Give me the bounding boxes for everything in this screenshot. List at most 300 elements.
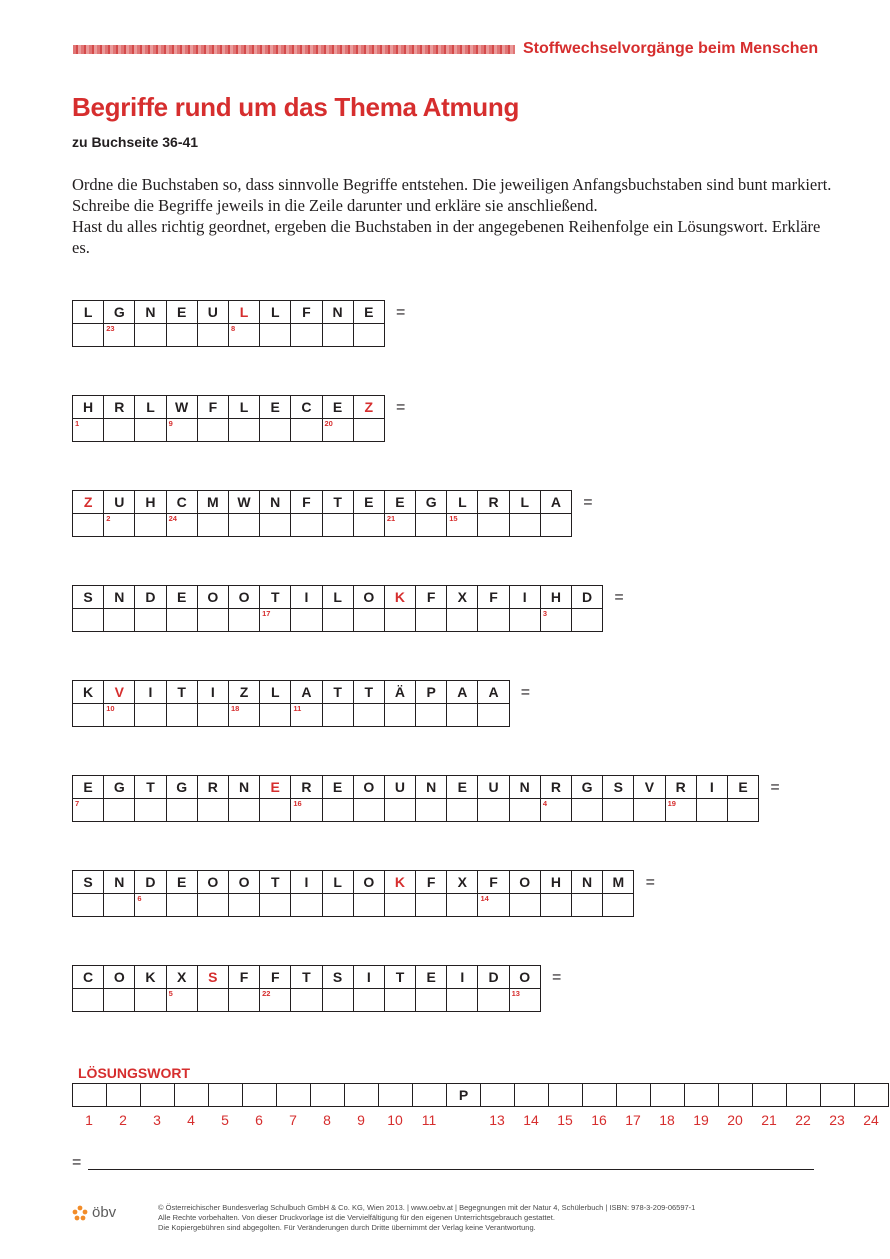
scrambled-letter: L [260, 301, 291, 324]
scrambled-letter: O [353, 776, 384, 799]
answer-cell[interactable] [665, 799, 696, 822]
scrambled-letter: R [478, 491, 509, 514]
answer-cell[interactable] [384, 514, 415, 537]
solution-cell[interactable] [141, 1084, 175, 1107]
solution-index: 6 [137, 894, 142, 903]
scrambled-letter: T [260, 586, 291, 609]
scrambled-letter: R [104, 396, 135, 419]
answer-cell[interactable] [416, 894, 447, 917]
footer-line: © Österreichischer Bundesverlag Schulbuch GmbH & Co. KG, Wien 2013. | www.oebv.at | Begegnungen mit der Natur 4, Schülerbuch | ISBN: 978-3-209-06597-1 [158, 1203, 696, 1212]
answer-cell[interactable] [135, 704, 166, 727]
answer-cell[interactable] [260, 514, 291, 537]
solution-cell[interactable] [243, 1084, 277, 1107]
solution-index: 3 [542, 609, 547, 618]
scrambled-letter: U [104, 491, 135, 514]
scrambled-letter: S [603, 776, 634, 799]
answer-cell[interactable] [135, 609, 166, 632]
scrambled-letter: M [603, 871, 634, 894]
puzzle-6 [72, 775, 780, 822]
instructions [72, 174, 832, 258]
given-letter: P [447, 1084, 481, 1107]
scrambled-letter: T [291, 966, 322, 989]
scrambled-letter: D [135, 586, 166, 609]
scrambled-letter: E [353, 491, 384, 514]
scrambled-letter: C [166, 491, 197, 514]
solution-cell[interactable] [379, 1084, 413, 1107]
answer-cell[interactable] [135, 419, 166, 442]
answer-cell[interactable] [291, 419, 322, 442]
scrambled-letter: E [166, 586, 197, 609]
solution-number: 8 [323, 1112, 331, 1128]
loesungswort-title: LÖSUNGSWORT [78, 1065, 190, 1081]
answer-cell[interactable] [197, 609, 228, 632]
solution-index: 1 [75, 419, 80, 428]
solution-index: 19 [667, 799, 676, 808]
answer-cell[interactable] [135, 514, 166, 537]
scrambled-letter: O [104, 966, 135, 989]
scrambled-letter: N [228, 776, 259, 799]
answer-cell[interactable] [353, 514, 384, 537]
solution-cell[interactable] [311, 1084, 345, 1107]
solution-index: 16 [293, 799, 302, 808]
answer-cell[interactable] [478, 609, 509, 632]
solution-number: 19 [693, 1112, 709, 1128]
puzzle-grid [72, 775, 759, 822]
puzzle-grid [72, 300, 385, 347]
scrambled-letter: T [384, 966, 415, 989]
scrambled-letter: E [384, 491, 415, 514]
answer-cell[interactable] [603, 799, 634, 822]
scrambled-letter: O [353, 871, 384, 894]
answer-cell[interactable] [228, 894, 259, 917]
solution-number: 21 [761, 1112, 777, 1128]
answer-cell[interactable] [322, 799, 353, 822]
solution-index: 11 [293, 704, 302, 713]
answer-cell[interactable] [228, 419, 259, 442]
scrambled-letter: T [260, 871, 291, 894]
answer-cell[interactable] [540, 609, 571, 632]
scrambled-letter: U [478, 776, 509, 799]
solution-cell[interactable] [753, 1084, 787, 1107]
answer-cell[interactable] [135, 894, 166, 917]
solution-cell[interactable] [787, 1084, 821, 1107]
answer-cell[interactable] [166, 514, 197, 537]
scrambled-letter: X [447, 586, 478, 609]
answer-cell[interactable] [384, 989, 415, 1012]
answer-cell[interactable] [416, 609, 447, 632]
solution-index: 8 [230, 324, 236, 333]
scrambled-letter: K [135, 966, 166, 989]
answer-cell[interactable] [509, 799, 540, 822]
scrambled-letter: O [353, 586, 384, 609]
answer-cell[interactable] [197, 989, 228, 1012]
scrambled-letter: H [135, 491, 166, 514]
answer-cell[interactable] [228, 989, 259, 1012]
answer-cell[interactable] [478, 894, 509, 917]
answer-cell[interactable] [322, 514, 353, 537]
footer-line: Alle Rechte vorbehalten. Von dieser Druckvorlage ist die Vervielfältigung für den eigenen Unterrichtsgebrauch gestattet. [158, 1213, 555, 1222]
scrambled-letter: F [260, 966, 291, 989]
solution-index: 10 [106, 704, 115, 713]
answer-cell[interactable] [322, 894, 353, 917]
answer-cell[interactable] [384, 799, 415, 822]
answer-cell[interactable] [322, 989, 353, 1012]
answer-cell[interactable] [104, 704, 135, 727]
solution-index: 9 [168, 419, 173, 428]
solution-number [446, 1112, 480, 1128]
scrambled-letter: M [197, 491, 228, 514]
solution-number: 5 [221, 1112, 229, 1128]
scrambled-letter: G [104, 301, 135, 324]
answer-cell[interactable] [260, 799, 291, 822]
scrambled-letter: F [291, 301, 322, 324]
scrambled-letter: E [73, 776, 104, 799]
answer-cell[interactable] [478, 514, 509, 537]
solution-number: 16 [591, 1112, 607, 1128]
answer-cell[interactable] [73, 609, 104, 632]
answer-cell[interactable] [291, 704, 322, 727]
answer-cell[interactable] [166, 419, 197, 442]
loesungswort-numbers [72, 1112, 888, 1128]
scrambled-letter: T [322, 681, 353, 704]
scrambled-letter: X [447, 871, 478, 894]
scrambled-letter: E [322, 396, 353, 419]
scrambled-letter: G [166, 776, 197, 799]
answer-cell[interactable] [197, 704, 228, 727]
answer-cell[interactable] [322, 704, 353, 727]
answer-cell[interactable] [291, 989, 322, 1012]
solution-number: 22 [795, 1112, 811, 1128]
answer-cell[interactable] [384, 609, 415, 632]
scrambled-letter: N [572, 871, 603, 894]
solution-cell[interactable] [73, 1084, 107, 1107]
scrambled-letter: E [447, 776, 478, 799]
answer-cell[interactable] [322, 609, 353, 632]
equals-sign: = [396, 304, 406, 321]
page-title: Begriffe rund um das Thema Atmung [72, 92, 520, 122]
solution-index: 24 [168, 514, 177, 523]
solution-number: 1 [85, 1112, 93, 1128]
scrambled-letter: Z [228, 681, 259, 704]
solution-cell[interactable] [277, 1084, 311, 1107]
solution-cell[interactable] [481, 1084, 515, 1107]
answer-cell[interactable] [228, 514, 259, 537]
scrambled-letter: E [322, 776, 353, 799]
scrambled-letter: L [322, 871, 353, 894]
solution-number: 11 [421, 1112, 437, 1128]
answer-cell[interactable] [447, 609, 478, 632]
solution-cell[interactable] [345, 1084, 379, 1107]
answer-cell[interactable] [353, 609, 384, 632]
answer-cell[interactable] [478, 989, 509, 1012]
equals-sign: = [583, 494, 593, 511]
scrambled-letter: E [166, 871, 197, 894]
answer-cell[interactable] [634, 799, 665, 822]
solution-index: 13 [511, 989, 520, 998]
scrambled-letter: F [416, 871, 447, 894]
answer-cell[interactable] [416, 704, 447, 727]
answer-cell[interactable] [197, 894, 228, 917]
scrambled-letter: N [104, 871, 135, 894]
answer-cell[interactable] [353, 799, 384, 822]
answer-cell[interactable] [260, 609, 291, 632]
answer-cell[interactable] [228, 609, 259, 632]
scrambled-letter: A [478, 681, 509, 704]
answer-cell[interactable] [104, 609, 135, 632]
answer-cell[interactable] [540, 514, 571, 537]
answer-cell[interactable] [197, 799, 228, 822]
solution-cell[interactable] [583, 1084, 617, 1107]
answer-cell[interactable] [260, 894, 291, 917]
solution-index: 22 [262, 989, 271, 998]
scrambled-letter: L [509, 491, 540, 514]
answer-cell[interactable] [73, 704, 104, 727]
solution-number: 18 [659, 1112, 675, 1128]
answer-cell[interactable] [727, 799, 758, 822]
answer-cell[interactable] [509, 609, 540, 632]
instruction-paragraph: Ordne die Buchstaben so, dass sinnvolle Begriffe entstehen. Die jeweiligen Anfangsbuchstaben sind bunt markiert. Schreibe die Begriffe jeweils in die Zeile darunter und erkläre sie anschließend. [72, 175, 832, 215]
answer-cell[interactable] [104, 419, 135, 442]
solution-cell[interactable] [413, 1084, 447, 1107]
answer-cell[interactable] [73, 799, 104, 822]
scrambled-letter: O [509, 966, 540, 989]
scrambled-letter: A [540, 491, 571, 514]
scrambled-letter: O [228, 871, 259, 894]
answer-cell[interactable] [447, 514, 478, 537]
scrambled-letter: I [696, 776, 727, 799]
final-answer-line[interactable] [88, 1169, 814, 1170]
solution-number: 7 [289, 1112, 297, 1128]
answer-cell[interactable] [73, 989, 104, 1012]
answer-cell[interactable] [166, 799, 197, 822]
solution-number: 2 [119, 1112, 127, 1128]
answer-cell[interactable] [447, 894, 478, 917]
answer-cell[interactable] [322, 419, 353, 442]
loesungswort-grid [72, 1083, 889, 1107]
scrambled-letter: T [353, 681, 384, 704]
answer-cell[interactable] [73, 419, 104, 442]
scrambled-letter: F [228, 966, 259, 989]
answer-cell[interactable] [353, 989, 384, 1012]
answer-cell[interactable] [416, 514, 447, 537]
scrambled-letter: H [73, 396, 104, 419]
answer-cell[interactable] [540, 894, 571, 917]
solution-cell[interactable] [175, 1084, 209, 1107]
scrambled-letter: O [197, 871, 228, 894]
scrambled-letter: C [73, 966, 104, 989]
answer-cell[interactable] [228, 704, 259, 727]
scrambled-letter: S [322, 966, 353, 989]
scrambled-letter: K [73, 681, 104, 704]
scrambled-letter: H [540, 586, 571, 609]
scrambled-letter: R [540, 776, 571, 799]
scrambled-letter: K [384, 586, 415, 609]
answer-cell[interactable] [260, 989, 291, 1012]
solution-cell[interactable] [821, 1084, 855, 1107]
answer-cell[interactable] [572, 609, 603, 632]
answer-cell[interactable] [509, 989, 540, 1012]
solution-number: 3 [153, 1112, 161, 1128]
answer-cell[interactable] [384, 704, 415, 727]
scrambled-letter: D [572, 586, 603, 609]
answer-cell[interactable] [73, 514, 104, 537]
scrambled-letter: E [416, 966, 447, 989]
answer-cell[interactable] [260, 324, 291, 347]
answer-cell[interactable] [603, 894, 634, 917]
solution-number: 4 [187, 1112, 195, 1128]
scrambled-letter: G [572, 776, 603, 799]
scrambled-letter: L [73, 301, 104, 324]
answer-cell[interactable] [447, 704, 478, 727]
equals-sign: = [770, 779, 780, 796]
scrambled-letter: E [260, 396, 291, 419]
answer-cell[interactable] [447, 799, 478, 822]
scrambled-letter: V [634, 776, 665, 799]
solution-cell[interactable] [719, 1084, 753, 1107]
answer-cell[interactable] [416, 989, 447, 1012]
answer-cell[interactable] [166, 894, 197, 917]
answer-cell[interactable] [135, 324, 166, 347]
scrambled-letter: P [416, 681, 447, 704]
publisher-logo [72, 1204, 116, 1221]
solution-cell[interactable] [685, 1084, 719, 1107]
answer-cell[interactable] [73, 894, 104, 917]
solution-index: 7 [75, 799, 80, 808]
answer-cell[interactable] [166, 989, 197, 1012]
solution-cell[interactable] [855, 1084, 889, 1107]
answer-cell[interactable] [104, 799, 135, 822]
solution-number: 10 [387, 1112, 403, 1128]
puzzle-1 [72, 300, 406, 347]
answer-cell[interactable] [353, 704, 384, 727]
scrambled-letter: D [478, 966, 509, 989]
solution-index: 14 [480, 894, 489, 903]
scrambled-letter: R [665, 776, 696, 799]
scrambled-letter: I [353, 966, 384, 989]
solution-index: 5 [168, 989, 173, 998]
scrambled-letter: H [540, 871, 571, 894]
equals-sign: = [520, 684, 531, 701]
scrambled-letter: L [260, 681, 291, 704]
answer-cell[interactable] [416, 799, 447, 822]
solution-number: 14 [523, 1112, 539, 1128]
instruction-paragraph: Hast du alles richtig geordnet, ergeben die Buchstaben in der angegebenen Reihenfolge ein Lösungswort. Erkläre es. [72, 217, 821, 257]
puzzle-3 [72, 490, 593, 537]
puzzle-grid [72, 680, 510, 727]
scrambled-letter: V [104, 681, 135, 704]
answer-cell[interactable] [166, 609, 197, 632]
scrambled-letter: W [228, 491, 259, 514]
puzzle-5 [72, 680, 531, 727]
scrambled-letter: I [509, 586, 540, 609]
answer-cell[interactable] [104, 894, 135, 917]
answer-cell[interactable] [572, 894, 603, 917]
scrambled-letter: N [416, 776, 447, 799]
answer-cell[interactable] [353, 324, 384, 347]
page-subtitle: zu Buchseite 36-41 [72, 134, 199, 150]
solution-number: 6 [255, 1112, 263, 1128]
scrambled-letter: L [322, 586, 353, 609]
puzzle-grid [72, 490, 572, 537]
scrambled-letter: F [416, 586, 447, 609]
solution-cell[interactable] [515, 1084, 549, 1107]
answer-cell[interactable] [291, 609, 322, 632]
answer-cell[interactable] [260, 704, 291, 727]
answer-cell[interactable] [228, 324, 259, 347]
answer-cell[interactable] [322, 324, 353, 347]
answer-cell[interactable] [197, 419, 228, 442]
answer-cell[interactable] [291, 324, 322, 347]
answer-cell[interactable] [478, 799, 509, 822]
section-title: Stoffwechselvorgänge beim Menschen [523, 40, 819, 57]
answer-cell[interactable] [228, 799, 259, 822]
scrambled-letter: X [166, 966, 197, 989]
solution-number: 24 [863, 1112, 879, 1128]
answer-cell[interactable] [135, 799, 166, 822]
answer-cell[interactable] [353, 419, 384, 442]
solution-cell[interactable] [209, 1084, 243, 1107]
answer-cell[interactable] [197, 324, 228, 347]
scrambled-letter: W [166, 396, 197, 419]
solution-cell[interactable] [617, 1084, 651, 1107]
answer-cell[interactable] [478, 704, 509, 727]
answer-cell[interactable] [291, 799, 322, 822]
publisher-logo-text: öbv [92, 1204, 117, 1221]
scrambled-letter: T [135, 776, 166, 799]
answer-cell[interactable] [509, 514, 540, 537]
puzzle-grid [72, 965, 541, 1012]
answer-cell[interactable] [104, 989, 135, 1012]
answer-cell[interactable] [572, 799, 603, 822]
solution-index: 4 [542, 799, 547, 808]
solution-cell[interactable] [107, 1084, 141, 1107]
scrambled-letter: U [384, 776, 415, 799]
answer-cell[interactable] [291, 894, 322, 917]
answer-cell[interactable] [353, 894, 384, 917]
equals-sign: = [396, 399, 406, 416]
answer-cell[interactable] [260, 419, 291, 442]
solution-index: 2 [106, 514, 111, 523]
solution-index: 17 [262, 609, 271, 618]
solution-number: 9 [357, 1112, 365, 1128]
answer-cell[interactable] [540, 799, 571, 822]
scrambled-letter: Ä [384, 681, 415, 704]
puzzle-grid [72, 870, 634, 917]
answer-cell[interactable] [166, 704, 197, 727]
solution-index: 20 [324, 419, 333, 428]
scrambled-letter: R [197, 776, 228, 799]
answer-cell[interactable] [197, 514, 228, 537]
solution-cell[interactable] [651, 1084, 685, 1107]
puzzle-8 [72, 965, 562, 1012]
answer-cell[interactable] [509, 894, 540, 917]
answer-cell[interactable] [166, 324, 197, 347]
scrambled-letter: I [135, 681, 166, 704]
scrambled-letter: F [478, 871, 509, 894]
answer-cell[interactable] [696, 799, 727, 822]
final-answer-equals: = [72, 1154, 82, 1171]
solution-cell[interactable] [549, 1084, 583, 1107]
answer-cell[interactable] [104, 514, 135, 537]
scrambled-letter: N [260, 491, 291, 514]
answer-cell[interactable] [73, 324, 104, 347]
answer-cell[interactable] [384, 894, 415, 917]
answer-cell[interactable] [291, 514, 322, 537]
puzzle-4 [72, 585, 624, 632]
answer-cell[interactable] [135, 989, 166, 1012]
answer-cell[interactable] [104, 324, 135, 347]
answer-cell[interactable] [447, 989, 478, 1012]
